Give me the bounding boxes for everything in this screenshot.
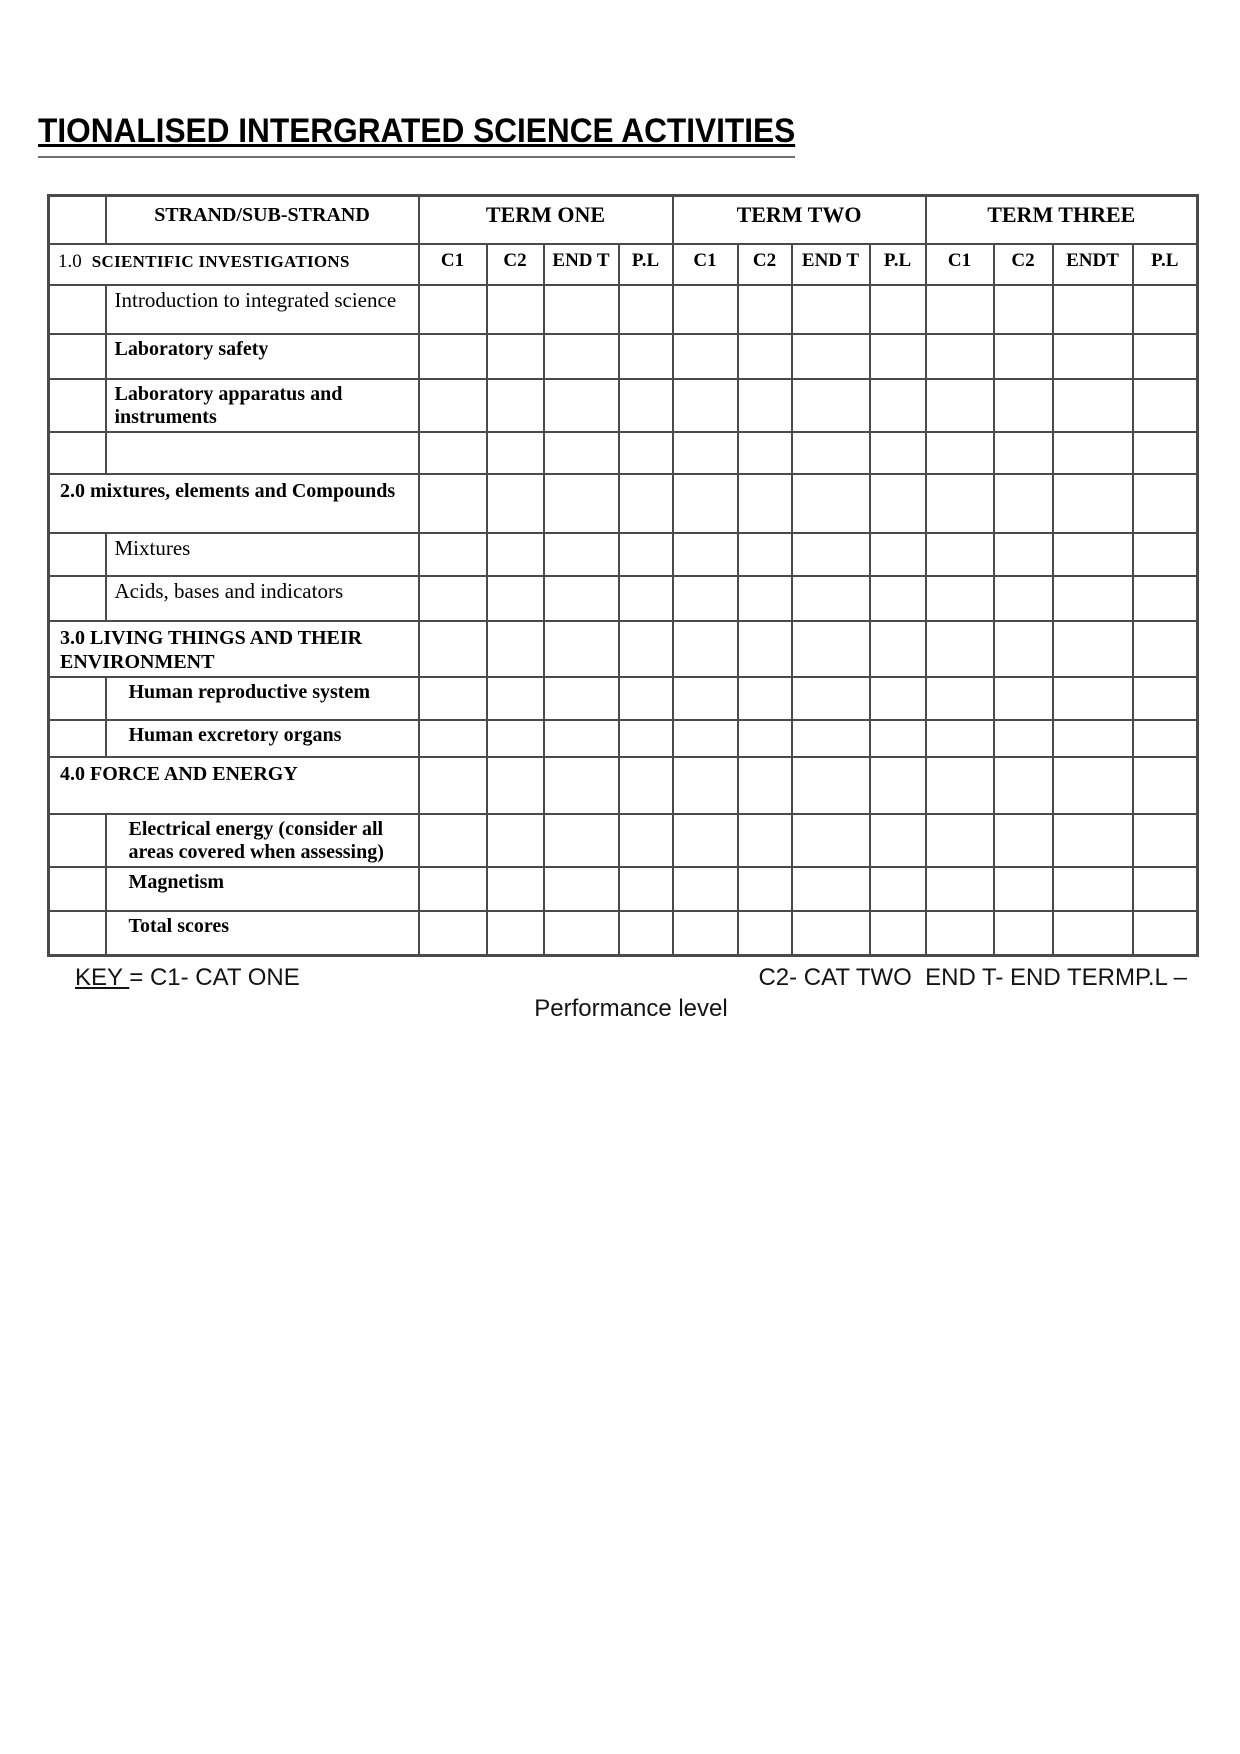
key-line-2: Performance level	[534, 995, 728, 1022]
row-number-cell	[49, 677, 106, 720]
page-title-text: TIONALISED INTERGRATED SCIENCE ACTIVITIES	[38, 112, 795, 158]
score-cell	[544, 379, 619, 432]
score-cell	[792, 621, 870, 677]
score-cell	[738, 814, 792, 867]
score-cell	[926, 379, 994, 432]
term-three-header-cell: TERM THREE	[926, 196, 1198, 244]
score-cell	[1133, 533, 1198, 576]
score-cell	[870, 379, 926, 432]
score-cell	[1053, 533, 1133, 576]
score-cell	[1133, 285, 1198, 334]
score-cell	[994, 334, 1053, 379]
row-label-cell: Laboratory apparatus and instruments	[106, 379, 419, 432]
term-one-header-cell: TERM ONE	[419, 196, 673, 244]
score-cell	[994, 677, 1053, 720]
score-cell	[926, 432, 994, 474]
score-cell	[487, 334, 544, 379]
term3-endt-header: ENDT	[1053, 244, 1133, 285]
score-cell	[673, 533, 738, 576]
table-row	[49, 334, 1198, 379]
score-cell	[792, 285, 870, 334]
score-cell	[419, 432, 487, 474]
row-number-cell	[49, 432, 106, 474]
score-cell	[994, 432, 1053, 474]
section-1-title: SCIENTIFIC INVESTIGATIONS	[91, 251, 350, 271]
score-cell	[1133, 677, 1198, 720]
score-cell	[619, 621, 673, 677]
score-cell	[792, 334, 870, 379]
score-cell	[1133, 867, 1198, 911]
score-cell	[419, 911, 487, 956]
score-cell	[870, 285, 926, 334]
score-cell	[792, 757, 870, 814]
row-label-cell: Magnetism	[106, 867, 419, 911]
score-cell	[926, 621, 994, 677]
score-cell	[870, 911, 926, 956]
score-cell	[994, 814, 1053, 867]
score-cell	[994, 533, 1053, 576]
score-cell	[619, 757, 673, 814]
score-cell	[619, 285, 673, 334]
score-cell	[870, 621, 926, 677]
score-cell	[544, 867, 619, 911]
score-cell	[926, 533, 994, 576]
score-cell	[487, 432, 544, 474]
score-cell	[544, 576, 619, 621]
row-number-cell	[49, 720, 106, 757]
table-row	[49, 533, 1198, 576]
score-cell	[673, 757, 738, 814]
row-label-cell: Human excretory organs	[106, 720, 419, 757]
score-cell	[673, 911, 738, 956]
score-cell	[619, 720, 673, 757]
score-cell	[994, 576, 1053, 621]
section-1-number: 1.0	[58, 250, 82, 272]
score-cell	[1053, 474, 1133, 533]
section-label-cell: 2.0 mixtures, elements and Compounds	[49, 474, 419, 533]
term3-c1-header: C1	[926, 244, 994, 285]
score-cell	[487, 621, 544, 677]
term1-c1-header: C1	[419, 244, 487, 285]
score-cell	[673, 814, 738, 867]
row-label-cell: Human reproductive system	[106, 677, 419, 720]
score-cell	[487, 576, 544, 621]
score-cell	[738, 474, 792, 533]
score-cell	[994, 911, 1053, 956]
row-number-cell	[49, 576, 106, 621]
score-cell	[870, 677, 926, 720]
score-cell	[1053, 432, 1133, 474]
score-cell	[619, 677, 673, 720]
score-cell	[1053, 911, 1133, 956]
score-cell	[419, 867, 487, 911]
score-cell	[419, 334, 487, 379]
score-cell	[619, 474, 673, 533]
score-cell	[419, 814, 487, 867]
score-cell	[673, 621, 738, 677]
score-cell	[619, 867, 673, 911]
score-cell	[738, 757, 792, 814]
score-cell	[487, 720, 544, 757]
table-row	[49, 911, 1198, 956]
term3-pl-header: P.L	[1133, 244, 1198, 285]
row-label-cell: Laboratory safety	[106, 334, 419, 379]
score-cell	[544, 533, 619, 576]
score-cell	[487, 867, 544, 911]
score-cell	[926, 911, 994, 956]
score-cell	[738, 432, 792, 474]
score-cell	[487, 814, 544, 867]
score-cell	[1053, 814, 1133, 867]
score-cell	[738, 533, 792, 576]
score-cell	[1133, 720, 1198, 757]
score-cell	[870, 432, 926, 474]
header-row-subcolumns	[49, 244, 1198, 285]
score-cell	[544, 677, 619, 720]
term1-c2-header: C2	[487, 244, 544, 285]
term2-c1-header: C1	[673, 244, 738, 285]
score-cell	[994, 621, 1053, 677]
row-number-cell	[49, 334, 106, 379]
key-label: KEY	[75, 964, 130, 991]
score-cell	[544, 285, 619, 334]
score-cell	[419, 285, 487, 334]
score-cell	[673, 334, 738, 379]
table-row	[49, 285, 1198, 334]
score-cell	[544, 334, 619, 379]
page-title	[38, 112, 852, 158]
score-cell	[1133, 334, 1198, 379]
score-cell	[792, 677, 870, 720]
score-cell	[619, 533, 673, 576]
score-cell	[994, 867, 1053, 911]
score-cell	[419, 677, 487, 720]
score-cell	[1133, 576, 1198, 621]
key-line-1	[75, 964, 1187, 992]
score-cell	[792, 432, 870, 474]
score-cell	[792, 911, 870, 956]
row-number-cell	[49, 911, 106, 956]
score-cell	[544, 720, 619, 757]
key-right-definitions: C2- CAT TWO END T- END TERMP.L –	[758, 964, 1187, 991]
score-cell	[738, 334, 792, 379]
score-cell	[870, 533, 926, 576]
score-cell	[926, 576, 994, 621]
row-label-cell	[106, 432, 419, 474]
score-cell	[673, 677, 738, 720]
score-cell	[926, 334, 994, 379]
score-cell	[619, 576, 673, 621]
score-cell	[1053, 757, 1133, 814]
score-cell	[619, 432, 673, 474]
score-cell	[673, 576, 738, 621]
table-row-section	[49, 621, 1198, 677]
score-cell	[487, 757, 544, 814]
score-cell	[544, 911, 619, 956]
score-cell	[870, 576, 926, 621]
row-label-cell: Acids, bases and indicators	[106, 576, 419, 621]
table-row	[49, 432, 1198, 474]
table-row-section	[49, 474, 1198, 533]
score-cell	[792, 379, 870, 432]
score-cell	[738, 720, 792, 757]
score-cell	[870, 334, 926, 379]
score-cell	[673, 285, 738, 334]
table-row	[49, 720, 1198, 757]
row-number-cell	[49, 814, 106, 867]
score-cell	[1053, 576, 1133, 621]
row-number-cell	[49, 533, 106, 576]
score-cell	[926, 867, 994, 911]
score-cell	[487, 285, 544, 334]
score-cell	[926, 474, 994, 533]
table-row	[49, 576, 1198, 621]
row-number-cell	[49, 285, 106, 334]
score-cell	[870, 720, 926, 757]
score-cell	[419, 379, 487, 432]
score-cell	[487, 533, 544, 576]
score-cell	[673, 867, 738, 911]
key-left	[75, 964, 300, 992]
score-cell	[1133, 432, 1198, 474]
score-cell	[1053, 621, 1133, 677]
assessment-table	[47, 194, 1199, 957]
score-cell	[544, 474, 619, 533]
score-cell	[926, 814, 994, 867]
term1-endt-header: END T	[544, 244, 619, 285]
key-legend	[75, 964, 1187, 1023]
score-cell	[419, 576, 487, 621]
score-cell	[994, 285, 1053, 334]
score-cell	[619, 334, 673, 379]
table-row	[49, 677, 1198, 720]
score-cell	[1133, 814, 1198, 867]
term2-endt-header: END T	[792, 244, 870, 285]
score-cell	[870, 474, 926, 533]
score-cell	[419, 533, 487, 576]
score-cell	[792, 576, 870, 621]
score-cell	[1133, 621, 1198, 677]
score-cell	[792, 474, 870, 533]
score-cell	[1053, 720, 1133, 757]
score-cell	[673, 474, 738, 533]
section-1-label-cell	[49, 244, 419, 285]
score-cell	[870, 814, 926, 867]
score-cell	[1133, 911, 1198, 956]
strand-header-cell: STRAND/SUB-STRAND	[106, 196, 419, 244]
row-label-cell: Electrical energy (consider all areas covered when assessing)	[106, 814, 419, 867]
score-cell	[994, 757, 1053, 814]
score-cell	[738, 911, 792, 956]
score-cell	[994, 379, 1053, 432]
score-cell	[994, 720, 1053, 757]
score-cell	[870, 867, 926, 911]
table-row	[49, 379, 1198, 432]
score-cell	[673, 432, 738, 474]
section-label-cell: 4.0 FORCE AND ENERGY	[49, 757, 419, 814]
score-cell	[1133, 757, 1198, 814]
score-cell	[487, 379, 544, 432]
score-cell	[673, 379, 738, 432]
score-cell	[1133, 474, 1198, 533]
score-cell	[419, 720, 487, 757]
term2-c2-header: C2	[738, 244, 792, 285]
term3-c2-header: C2	[994, 244, 1053, 285]
score-cell	[419, 621, 487, 677]
score-cell	[1053, 677, 1133, 720]
score-cell	[738, 677, 792, 720]
term-two-header-cell: TERM TWO	[673, 196, 926, 244]
table-row	[49, 814, 1198, 867]
row-number-cell	[49, 379, 106, 432]
score-cell	[1053, 285, 1133, 334]
score-cell	[419, 757, 487, 814]
score-cell	[994, 474, 1053, 533]
term2-pl-header: P.L	[870, 244, 926, 285]
score-cell	[792, 867, 870, 911]
score-cell	[619, 911, 673, 956]
row-number-cell	[49, 867, 106, 911]
score-cell	[926, 757, 994, 814]
score-cell	[738, 576, 792, 621]
term1-pl-header: P.L	[619, 244, 673, 285]
section-label-cell: 3.0 LIVING THINGS AND THEIR ENVIRONMENT	[49, 621, 419, 677]
score-cell	[619, 814, 673, 867]
score-cell	[419, 474, 487, 533]
score-cell	[1053, 334, 1133, 379]
score-cell	[792, 533, 870, 576]
row-label-cell: Mixtures	[106, 533, 419, 576]
corner-cell	[49, 196, 106, 244]
score-cell	[1133, 379, 1198, 432]
score-cell	[544, 621, 619, 677]
score-cell	[926, 677, 994, 720]
score-cell	[487, 911, 544, 956]
score-cell	[738, 867, 792, 911]
score-cell	[926, 720, 994, 757]
score-cell	[544, 757, 619, 814]
table-row-section	[49, 757, 1198, 814]
score-cell	[619, 379, 673, 432]
score-cell	[792, 720, 870, 757]
score-cell	[487, 677, 544, 720]
row-label-cell: Total scores	[106, 911, 419, 956]
key-c1-definition: = C1- CAT ONE	[129, 964, 300, 991]
score-cell	[792, 814, 870, 867]
score-cell	[870, 757, 926, 814]
score-cell	[738, 285, 792, 334]
score-cell	[544, 814, 619, 867]
score-cell	[738, 379, 792, 432]
table-row	[49, 867, 1198, 911]
score-cell	[1053, 379, 1133, 432]
score-cell	[673, 720, 738, 757]
score-cell	[926, 285, 994, 334]
row-label-cell: Introduction to integrated science	[106, 285, 419, 334]
score-cell	[1053, 867, 1133, 911]
header-row-terms	[49, 196, 1198, 244]
score-cell	[738, 621, 792, 677]
score-cell	[544, 432, 619, 474]
score-cell	[487, 474, 544, 533]
